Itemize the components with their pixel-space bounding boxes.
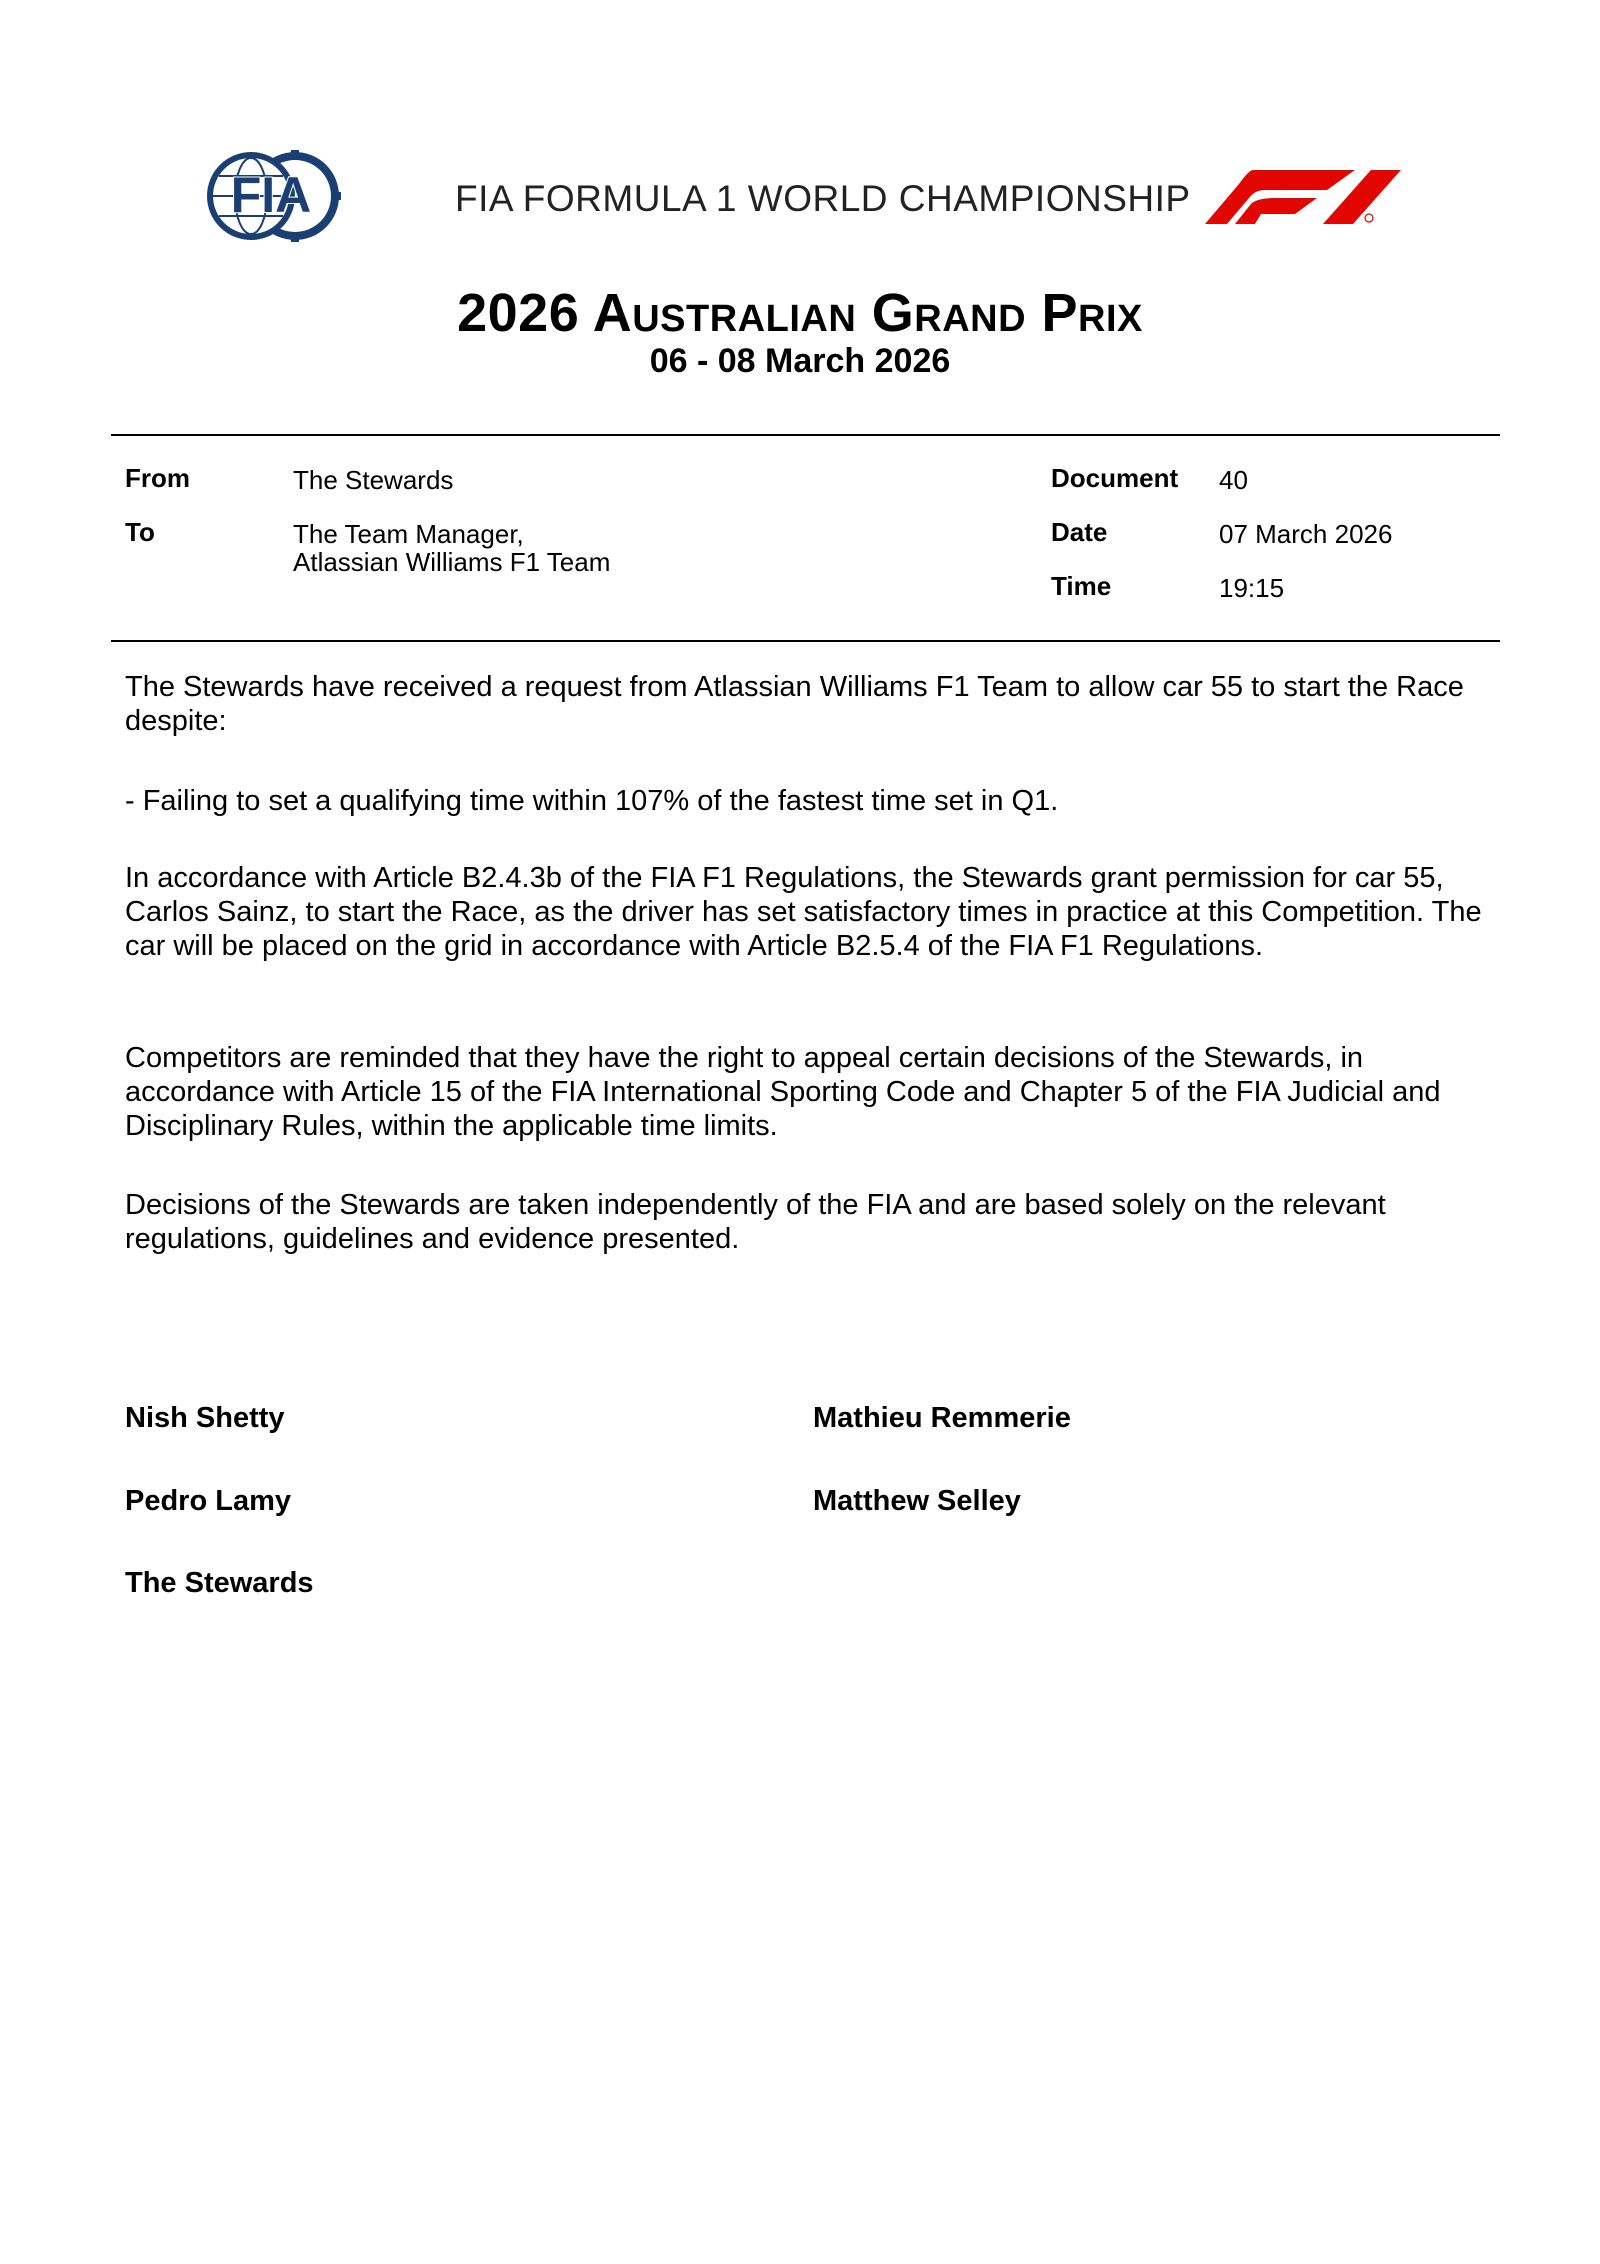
to-value-line2: Atlassian Williams F1 Team (293, 547, 611, 577)
signature-closing: The Stewards (125, 1567, 314, 1599)
time-value: 19:15 (1219, 573, 1285, 603)
paragraph-request: The Stewards have received a request from Atlassian Williams F1 Team to allow car 55 to start the Race despite: (125, 671, 1464, 737)
fia-logo-icon (205, 150, 341, 242)
from-value: The Stewards (293, 465, 454, 495)
steward-name: Matthew Selley (813, 1485, 1021, 1517)
championship-title: FIA FORMULA 1 WORLD CHAMPIONSHIP (455, 178, 1191, 219)
steward-name: Nish Shetty (125, 1402, 285, 1434)
event-title: 2026 Australian Grand Prix (457, 283, 1143, 343)
meta-divider (111, 640, 1500, 642)
paragraph-independence: Decisions of the Stewards are taken independently of the FIA and are based solely on the relevant regulations, guidelines and evidence presented. (125, 1189, 1386, 1255)
from-label: From (125, 463, 190, 493)
paragraph-decision: In accordance with Article B2.4.3b of the FIA F1 Regulations, the Stewards grant permission for car 55, Carlos Sainz, to start the Race, as the driver has set satisfactory times in practice at this Competition. The car will be placed on the grid in accordance with Article B2.5.4 of the FIA F1 Regulations. (125, 862, 1482, 962)
steward-name: Pedro Lamy (125, 1485, 291, 1517)
f1-logo-icon (1205, 170, 1401, 224)
paragraph-reason: - Failing to set a qualifying time within 107% of the fastest time set in Q1. (125, 785, 1059, 817)
time-label: Time (1051, 571, 1112, 601)
to-value (293, 520, 610, 576)
event-dates: 06 - 08 March 2026 (649, 342, 951, 380)
to-value-line1: The Team Manager, (293, 519, 524, 549)
date-label: Date (1051, 517, 1108, 547)
steward-name: Mathieu Remmerie (813, 1402, 1071, 1434)
svg-text:FIA: FIA (230, 167, 312, 223)
header-divider (111, 434, 1500, 436)
to-label: To (125, 517, 155, 547)
document-label: Document (1051, 463, 1179, 493)
document-number: 40 (1219, 465, 1248, 495)
paragraph-appeal-notice: Competitors are reminded that they have the right to appeal certain decisions of the Stewards, in accordance with Article 15 of the FIA International Sporting Code and Chapter 5 of the FIA Judicial and Disciplinary Rules, within the applicable time limits. (125, 1042, 1441, 1142)
date-value: 07 March 2026 (1219, 519, 1393, 549)
